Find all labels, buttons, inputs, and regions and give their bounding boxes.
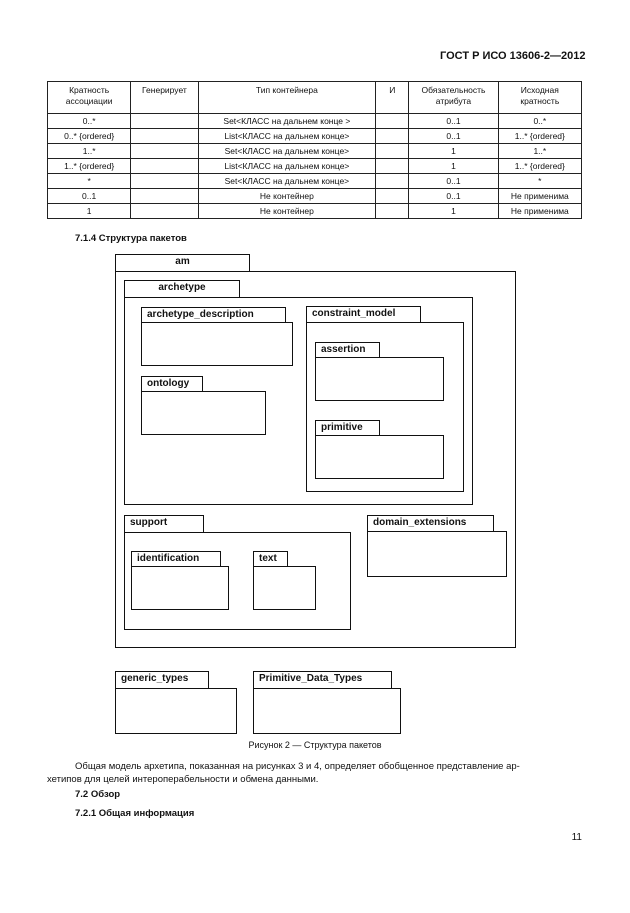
package-text-body bbox=[253, 566, 316, 610]
package-text-tab: text bbox=[253, 551, 288, 566]
table-cell: Set<КЛАСС на дальнем конце> bbox=[198, 144, 376, 159]
paragraph-line: Общая модель архетипа, показанная на рисунках 3 и 4, определяет обобщенное представление ар- bbox=[75, 761, 520, 772]
table-cell: * bbox=[498, 174, 581, 189]
table-header-cell: Генерирует bbox=[131, 82, 198, 114]
multiplicity-table bbox=[47, 81, 582, 219]
table-cell: Set<КЛАСС на дальнем конце > bbox=[198, 114, 376, 129]
table-row bbox=[48, 174, 582, 189]
table-cell: Set<КЛАСС на дальнем конце> bbox=[198, 174, 376, 189]
table-cell: 1..* {ordered} bbox=[498, 129, 581, 144]
table-header-cell: Кратность ассоциации bbox=[48, 82, 131, 114]
table-cell: 0..* {ordered} bbox=[48, 129, 131, 144]
table-cell: 0..1 bbox=[409, 189, 498, 204]
table-cell: * bbox=[48, 174, 131, 189]
package-generic-types-body bbox=[115, 688, 237, 734]
table-cell bbox=[131, 174, 198, 189]
page-number: 11 bbox=[571, 832, 582, 843]
package-archetype-description-body bbox=[141, 322, 293, 366]
table-cell: 1 bbox=[409, 159, 498, 174]
table-cell: 0..1 bbox=[409, 129, 498, 144]
package-domain-extensions-body bbox=[367, 531, 507, 577]
table-cell: 1..* {ordered} bbox=[498, 159, 581, 174]
table-cell: List<КЛАСС на дальнем конце> bbox=[198, 159, 376, 174]
table-cell bbox=[376, 144, 409, 159]
package-primitive-tab: primitive bbox=[315, 420, 380, 435]
table-cell: 1 bbox=[48, 204, 131, 219]
section-heading-7-1-4: 7.1.4 Структура пакетов bbox=[75, 233, 187, 244]
table-row bbox=[48, 114, 582, 129]
package-am-tab: am bbox=[115, 254, 250, 271]
package-primitive-data-types-body bbox=[253, 688, 401, 734]
body-paragraph bbox=[47, 760, 587, 786]
table-cell bbox=[131, 114, 198, 129]
table-cell bbox=[376, 114, 409, 129]
table-cell: 0..* bbox=[498, 114, 581, 129]
table-cell bbox=[376, 159, 409, 174]
package-identification-tab: identification bbox=[131, 551, 221, 566]
table-cell: 0..1 bbox=[409, 114, 498, 129]
table-cell: 1 bbox=[409, 204, 498, 219]
table-header-cell: Исходная кратность bbox=[498, 82, 581, 114]
package-assertion-body bbox=[315, 357, 444, 401]
package-ontology-tab: ontology bbox=[141, 376, 203, 391]
table-header-cell: И bbox=[376, 82, 409, 114]
table-cell bbox=[131, 204, 198, 219]
table-row bbox=[48, 189, 582, 204]
table-cell bbox=[131, 144, 198, 159]
table-header-cell: Обязательность атрибута bbox=[409, 82, 498, 114]
package-archetype-tab: archetype bbox=[124, 280, 240, 297]
package-identification-body bbox=[131, 566, 229, 610]
section-heading-7-2-1: 7.2.1 Общая информация bbox=[75, 808, 195, 819]
package-primitive-data-types-tab: Primitive_Data_Types bbox=[253, 671, 392, 688]
table-cell: Не контейнер bbox=[198, 189, 376, 204]
table-row bbox=[48, 204, 582, 219]
table-cell: 0..1 bbox=[409, 174, 498, 189]
table-cell: 1..* bbox=[48, 144, 131, 159]
figure-caption: Рисунок 2 — Структура пакетов bbox=[248, 740, 382, 750]
table-cell bbox=[376, 129, 409, 144]
table-cell: Не контейнер bbox=[198, 204, 376, 219]
table-cell bbox=[131, 129, 198, 144]
table-cell: List<КЛАСС на дальнем конце> bbox=[198, 129, 376, 144]
table-cell bbox=[131, 189, 198, 204]
package-archetype-description-tab: archetype_description bbox=[141, 307, 286, 322]
table-row bbox=[48, 159, 582, 174]
table-row bbox=[48, 144, 582, 159]
package-ontology-body bbox=[141, 391, 266, 435]
table-cell: 1..* bbox=[498, 144, 581, 159]
table-cell: Не применима bbox=[498, 204, 581, 219]
table-cell bbox=[376, 204, 409, 219]
table-cell bbox=[376, 189, 409, 204]
table-header-cell: Тип контейнера bbox=[198, 82, 376, 114]
document-id: ГОСТ Р ИСО 13606-2—2012 bbox=[440, 50, 586, 62]
table-cell: 0..* bbox=[48, 114, 131, 129]
package-generic-types-tab: generic_types bbox=[115, 671, 209, 688]
package-constraint-model-tab: constraint_model bbox=[306, 306, 421, 322]
package-primitive-body bbox=[315, 435, 444, 479]
section-heading-7-2: 7.2 Обзор bbox=[75, 789, 121, 800]
table-cell: 0..1 bbox=[48, 189, 131, 204]
table-cell: Не применима bbox=[498, 189, 581, 204]
table-cell: 1..* {ordered} bbox=[48, 159, 131, 174]
package-domain-extensions-tab: domain_extensions bbox=[367, 515, 494, 531]
table-cell bbox=[131, 159, 198, 174]
table-cell: 1 bbox=[409, 144, 498, 159]
table-cell bbox=[376, 174, 409, 189]
package-assertion-tab: assertion bbox=[315, 342, 380, 357]
table-row bbox=[48, 129, 582, 144]
package-support-tab: support bbox=[124, 515, 204, 532]
paragraph-line: хетипов для целей интероперабельности и обмена данными. bbox=[47, 774, 319, 785]
table-header-row bbox=[48, 82, 582, 114]
